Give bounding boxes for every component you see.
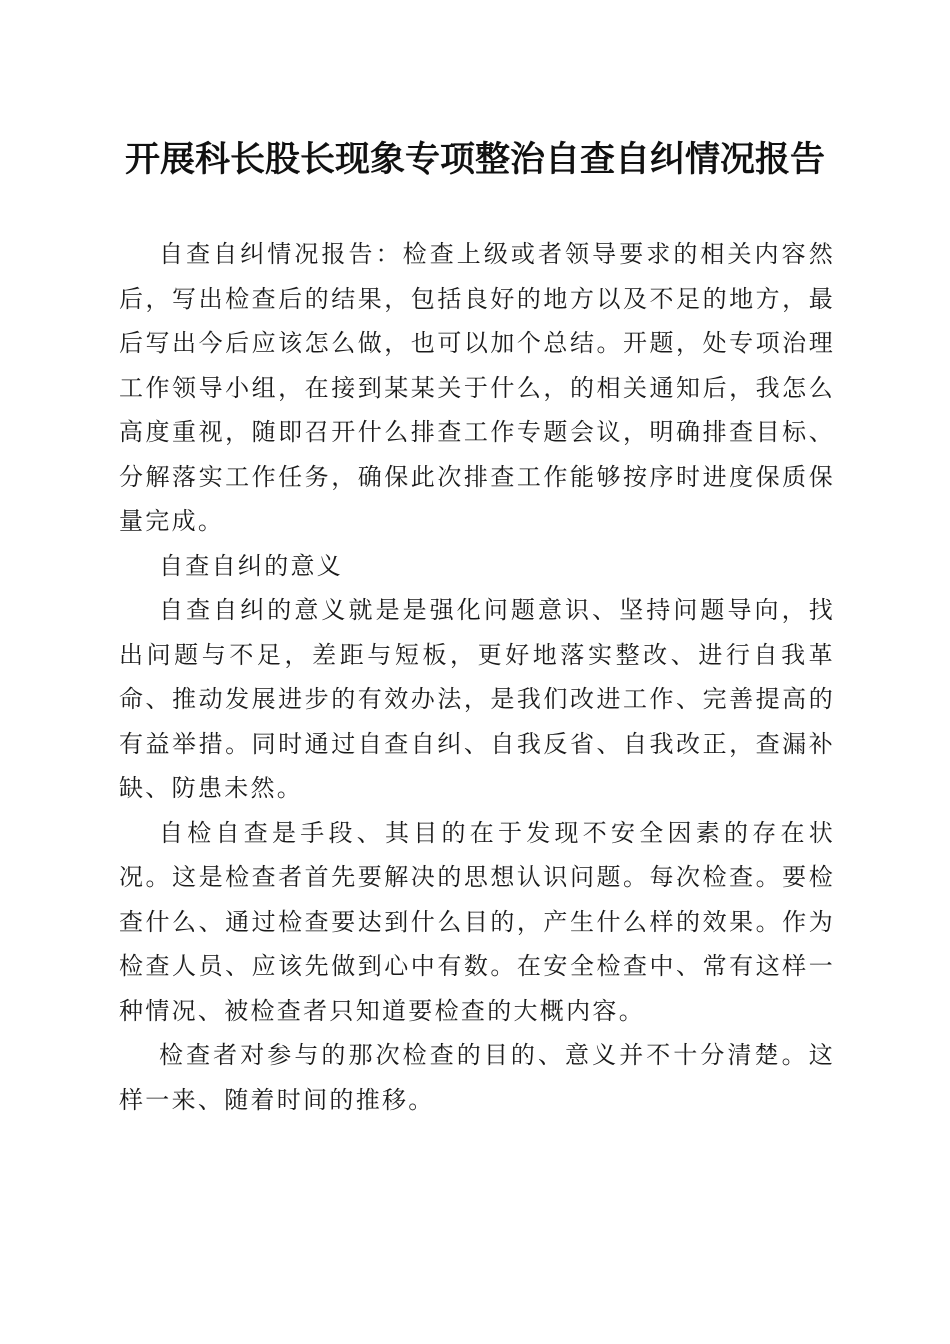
document-body — [119, 232, 835, 1122]
document-title: 开展科长股长现象专项整治自查自纠情况报告 — [124, 139, 825, 180]
paragraph-section-heading: 自查自纠的意义 — [159, 551, 344, 580]
paragraph-inspector: 检查者对参与的那次检查的目的、意义并不十分清楚。这样一来、随着时间的推移。 — [119, 1041, 835, 1114]
paragraph-significance: 自查自纠的意义就是是强化问题意识、坚持问题导向，找出问题与不足，差距与短板，更好地落实整改、进行自我革命、推动发展进步的有效办法，是我们改进工作、完善提高的有益举措。同时通过自查自纠、自我反省、自我改正，查漏补缺、防患未然。 — [119, 596, 835, 802]
paragraph-report-intro: 自查自纠情况报告：检查上级或者领导要求的相关内容然后，写出检查后的结果，包括良好的地方以及不足的地方，最后写出今后应该怎么做，也可以加个总结。开题，处专项治理工作领导小组，在接到某某关于什么，的相关通知后，我怎么高度重视，随即召开什么排查工作专题会议，明确排查目标、分解落实工作任务，确保此次排查工作能够按序时进度保质保量完成。 — [119, 240, 835, 535]
paragraph-self-inspection: 自检自查是手段、其目的在于发现不安全因素的存在状况。这是检查者首先要解决的思想认识问题。每次检查。要检查什么、通过检查要达到什么目的，产生什么样的效果。作为检查人员、应该先做到心中有数。在安全检查中、常有这样一种情况、被检查者只知道要检查的大概内容。 — [119, 818, 835, 1025]
